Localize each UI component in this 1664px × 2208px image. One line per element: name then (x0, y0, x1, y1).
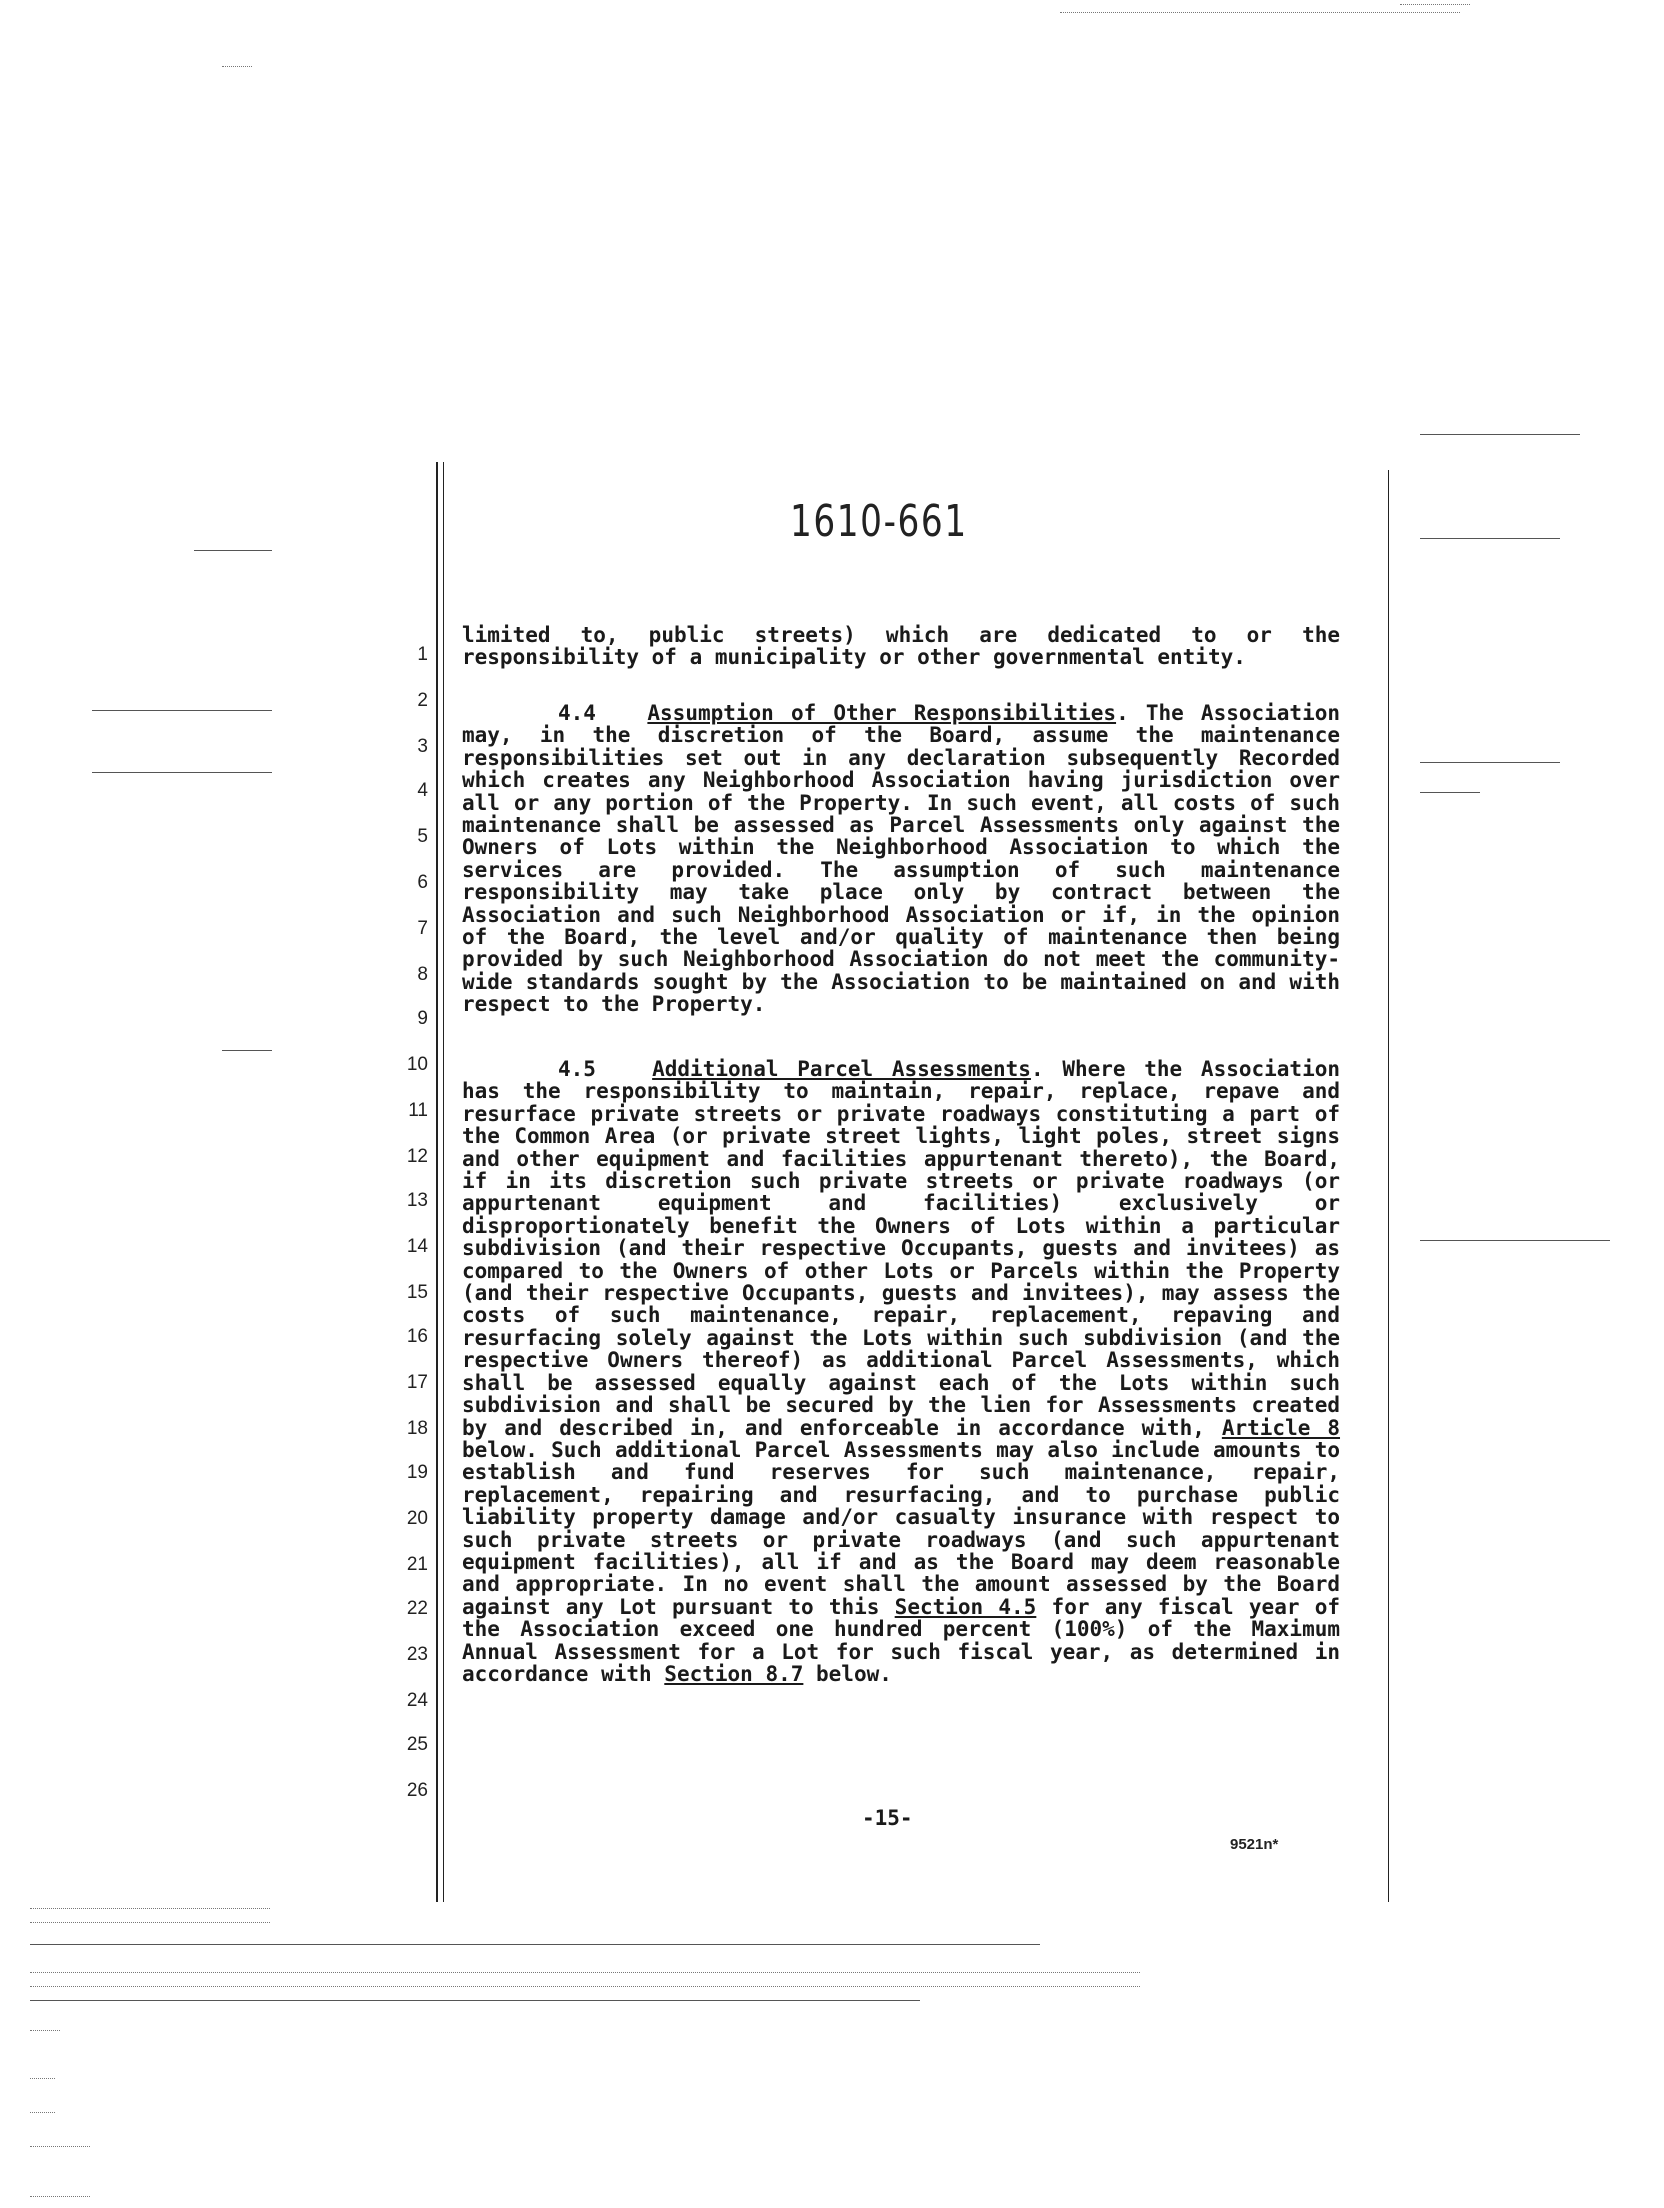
left-margin-rule (443, 462, 444, 1902)
line-number: 16 (406, 1326, 428, 1347)
line-number: 26 (406, 1780, 428, 1801)
scan-artifact-line (1420, 538, 1560, 539)
scan-artifact-line (1420, 1240, 1610, 1241)
line-number: 22 (406, 1598, 428, 1619)
line-number: 6 (417, 872, 428, 893)
scan-artifact-line (30, 1972, 1140, 1973)
section-heading: Additional Parcel Assessments (652, 1057, 1031, 1081)
scan-artifact-line (30, 2000, 920, 2001)
scan-artifact-line (30, 2196, 90, 2197)
line-number: 1 (417, 644, 428, 665)
line-number: 20 (406, 1508, 428, 1529)
line-number: 19 (406, 1462, 428, 1483)
section-number: 4.4 (558, 701, 596, 725)
line-number: 9 (417, 1008, 428, 1029)
line-number: 14 (406, 1236, 428, 1257)
scan-artifact-line (30, 2078, 55, 2079)
line-number: 2 (417, 690, 428, 711)
line-number: 3 (417, 736, 428, 757)
line-number: 10 (406, 1054, 428, 1075)
scan-artifact-line (1420, 792, 1480, 793)
scan-artifact-line (222, 66, 252, 67)
scan-artifact-line (1400, 4, 1470, 5)
line-number: 21 (406, 1554, 428, 1575)
scan-artifact-line (222, 1050, 272, 1051)
section-4-4 (462, 702, 1340, 1016)
section-reference: Section 4.5 (894, 1594, 1037, 1619)
line-number: 8 (417, 964, 428, 985)
line-number: 23 (406, 1644, 428, 1665)
scan-artifact-line (92, 772, 272, 773)
line-number: 25 (406, 1734, 428, 1755)
scan-artifact-line (30, 1922, 270, 1923)
scan-artifact-line (92, 710, 272, 711)
left-margin-rule (436, 462, 438, 1902)
scan-artifact-line (30, 1986, 1140, 1987)
scan-artifact-line (194, 550, 272, 551)
scan-artifact-line (30, 2112, 55, 2113)
section-body: . The Association may, in the discretion of the Board, assume the maintenance responsibilities set out in any declaration subsequently Recorded which creates any Neighborhood Association having jurisdiction over all or any portion of the Property. In such event, all costs of such maintenance shall be assessed as Parcel Assessments only against the Owners of Lots within the Neighborhood Association to which the services are provided. The assumption of such maintenance responsibility may take place only by contract between the Association and such Neighborhood Association or if, in the opinion of the Board, the level and/or quality of maintenance then being provided by such Neighborhood Association do not meet the community-wide standards sought by the Association to be maintained on and with respect to the Property. (462, 701, 1341, 1017)
scan-artifact-line (30, 1908, 270, 1909)
line-number: 7 (417, 918, 428, 939)
section-4-5 (462, 1058, 1340, 1685)
line-number: 11 (408, 1100, 428, 1121)
recording-stamp: 1610-661 (790, 496, 968, 547)
scan-artifact-line (1420, 762, 1560, 763)
section-body: below. (803, 1661, 892, 1686)
line-number: 15 (406, 1282, 428, 1303)
article-reference: Article 8 (1221, 1415, 1341, 1440)
paragraph-intro: limited to, public streets) which are dedicated to or the responsibility of a municipality or other governmental entity. (462, 623, 1340, 670)
line-number: 17 (406, 1372, 428, 1393)
right-margin-rule (1388, 470, 1389, 1902)
scan-artifact-line (1060, 12, 1460, 13)
line-number: 12 (406, 1146, 428, 1167)
section-number: 4.5 (558, 1057, 596, 1081)
scan-artifact-line (30, 1944, 1040, 1945)
section-body: for any fiscal year of the Association exceed one hundred percent (100%) of the Maximum Annual Assessment for a Lot for such fiscal year, as determined in accordance with (462, 1594, 1340, 1686)
line-number: 5 (417, 826, 428, 847)
line-number: 24 (406, 1690, 428, 1711)
line-number: 18 (406, 1418, 428, 1439)
scan-artifact-line (30, 2030, 60, 2031)
section-heading: Assumption of Other Responsibilities (647, 701, 1117, 725)
line-number: 13 (406, 1190, 428, 1211)
line-number: 4 (417, 780, 428, 801)
section-reference: Section 8.7 (664, 1661, 804, 1686)
scan-artifact-line (1420, 434, 1580, 435)
page-number: -15- (862, 1806, 913, 1830)
scan-artifact-line (30, 2146, 90, 2147)
section-body: . Where the Association has the responsibility to maintain, repair, replace, repave and resurface private streets or private roadways constituting a part of the Common Area (or private street lights, light poles, street signs and other equipment and facilities appurtenant thereto), the Board, if in its discretion such private streets or private roadways (or appurtenant equipment and facilities) exclusively or disproportionately benefit the Owners of Lots within a particular subdivision (and their respective Occupants, guests and invitees) as compared to the Owners of other Lots or Parcels within the Property (and their respective Occupants, guests and invitees), may assess the costs of such maintenance, repair, replacement, repaving and resurfacing solely against the Lots within such subdivision (and the respective Owners thereof) as additional Parcel Assessments, which shall be assessed equally against each of the Lots within such subdivision and shall be secured by the lien for Assessments created by and described in, and enforceable in accordance with, (462, 1057, 1340, 1440)
document-code: 9521n* (1230, 1836, 1279, 1853)
section-body: below. Such additional Parcel Assessments may also include amounts to establish and fund reserves for such maintenance, repair, replacement, repairing and resurfacing, and to purchase public liability property damage and/or casualty insurance with respect to such private streets or private roadways (and such appurtenant equipment facilities), all if and as the Board may deem reasonable and appropriate. In no event shall the amount assessed by the Board against any Lot pursuant to this (462, 1437, 1340, 1619)
